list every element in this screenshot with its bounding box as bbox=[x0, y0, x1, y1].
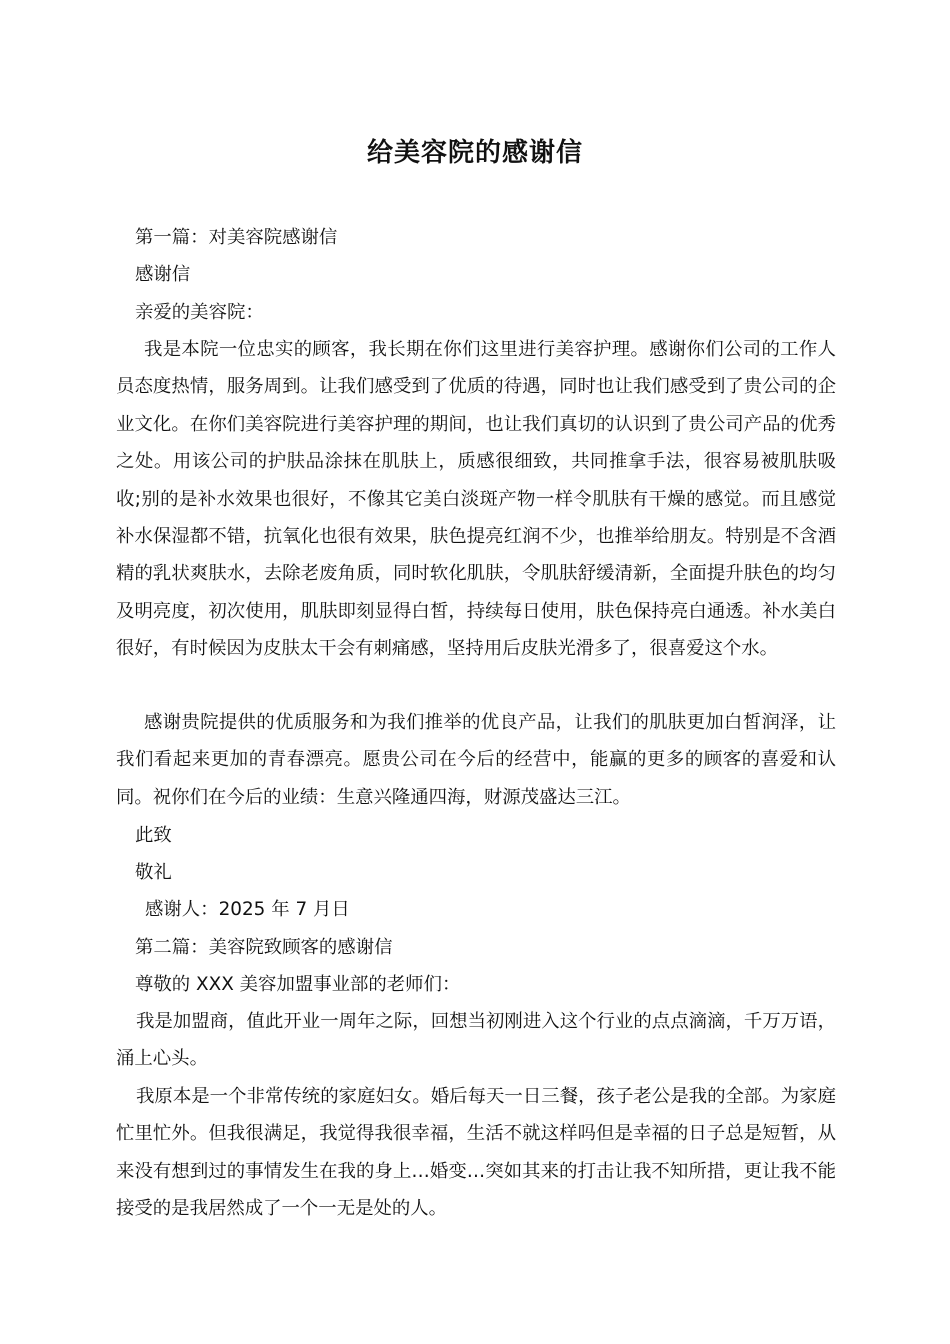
greeting-2: 尊敬的 XXX 美容加盟事业部的老师们： bbox=[135, 974, 461, 995]
signature-line: 感谢人：2025 年 7 月日 bbox=[145, 899, 350, 920]
paragraph-2: 感谢贵院提供的优质服务和为我们推举的优良产品，让我们的肌肤更加白皙润泽，让我们看起来更加的青春漂亮。愿贵公司在今后的经营中，能赢的更多的顾客的喜爱和认同。祝你们在今后的业绩：生意兴隆通四海，财源茂盛达三江。 bbox=[116, 712, 836, 808]
closing-salutation: 此致 bbox=[135, 825, 172, 846]
closing-regards: 敬礼 bbox=[135, 862, 172, 883]
greeting-1: 亲爱的美容院： bbox=[135, 302, 264, 323]
letter-title: 感谢信 bbox=[135, 264, 191, 285]
paragraph-4: 我原本是一个非常传统的家庭妇女。婚后每天一日三餐，孩子老公是我的全部。为家庭忙里忙外。但我很满足，我觉得我很幸福，生活不就这样吗但是幸福的日子总是短暂，从来没有想到过的事情发生在我的身上…婚变…突如其来的打击让我不知所措，更让我不能接受的是我居然成了一个一无是处的人。 bbox=[116, 1086, 836, 1220]
section2-heading: 第二篇：美容院致顾客的感谢信 bbox=[135, 937, 393, 958]
paragraph-1: 我是本院一位忠实的顾客，我长期在你们这里进行美容护理。感谢你们公司的工作人员态度热情，服务周到。让我们感受到了优质的待遇，同时也让我们感受到了贵公司的企业文化。在你们美容院进行美容护理的期间，也让我们真切的认识到了贵公司产品的优秀之处。用该公司的护肤品涂抹在肌肤上，质感很细致，共同推拿手法，很容易被肌肤吸收;别的是补水效果也很好，不像其它美白淡斑产物一样令肌肤有干燥的感觉。而且感觉补水保湿都不错，抗氧化也很有效果，肤色提亮红润不少，也推举给朋友。特别是不含酒精的乳状爽肤水，去除老废角质，同时软化肌肤，令肌肤舒缓清新，全面提升肤色的均匀及明亮度，初次使用，肌肤即刻显得白皙，持续每日使用，肤色保持亮白通透。补水美白很好，有时候因为皮肤太干会有刺痛感，坚持用后皮肤光滑多了，很喜爱这个水。 bbox=[116, 339, 836, 660]
document-title: 给美容院的感谢信 bbox=[366, 138, 583, 168]
paragraph-3: 我是加盟商，值此开业一周年之际，回想当初刚进入这个行业的点点滴滴，千万万语，涌上心头。 bbox=[116, 1011, 836, 1070]
section1-heading: 第一篇：对美容院感谢信 bbox=[135, 227, 338, 248]
